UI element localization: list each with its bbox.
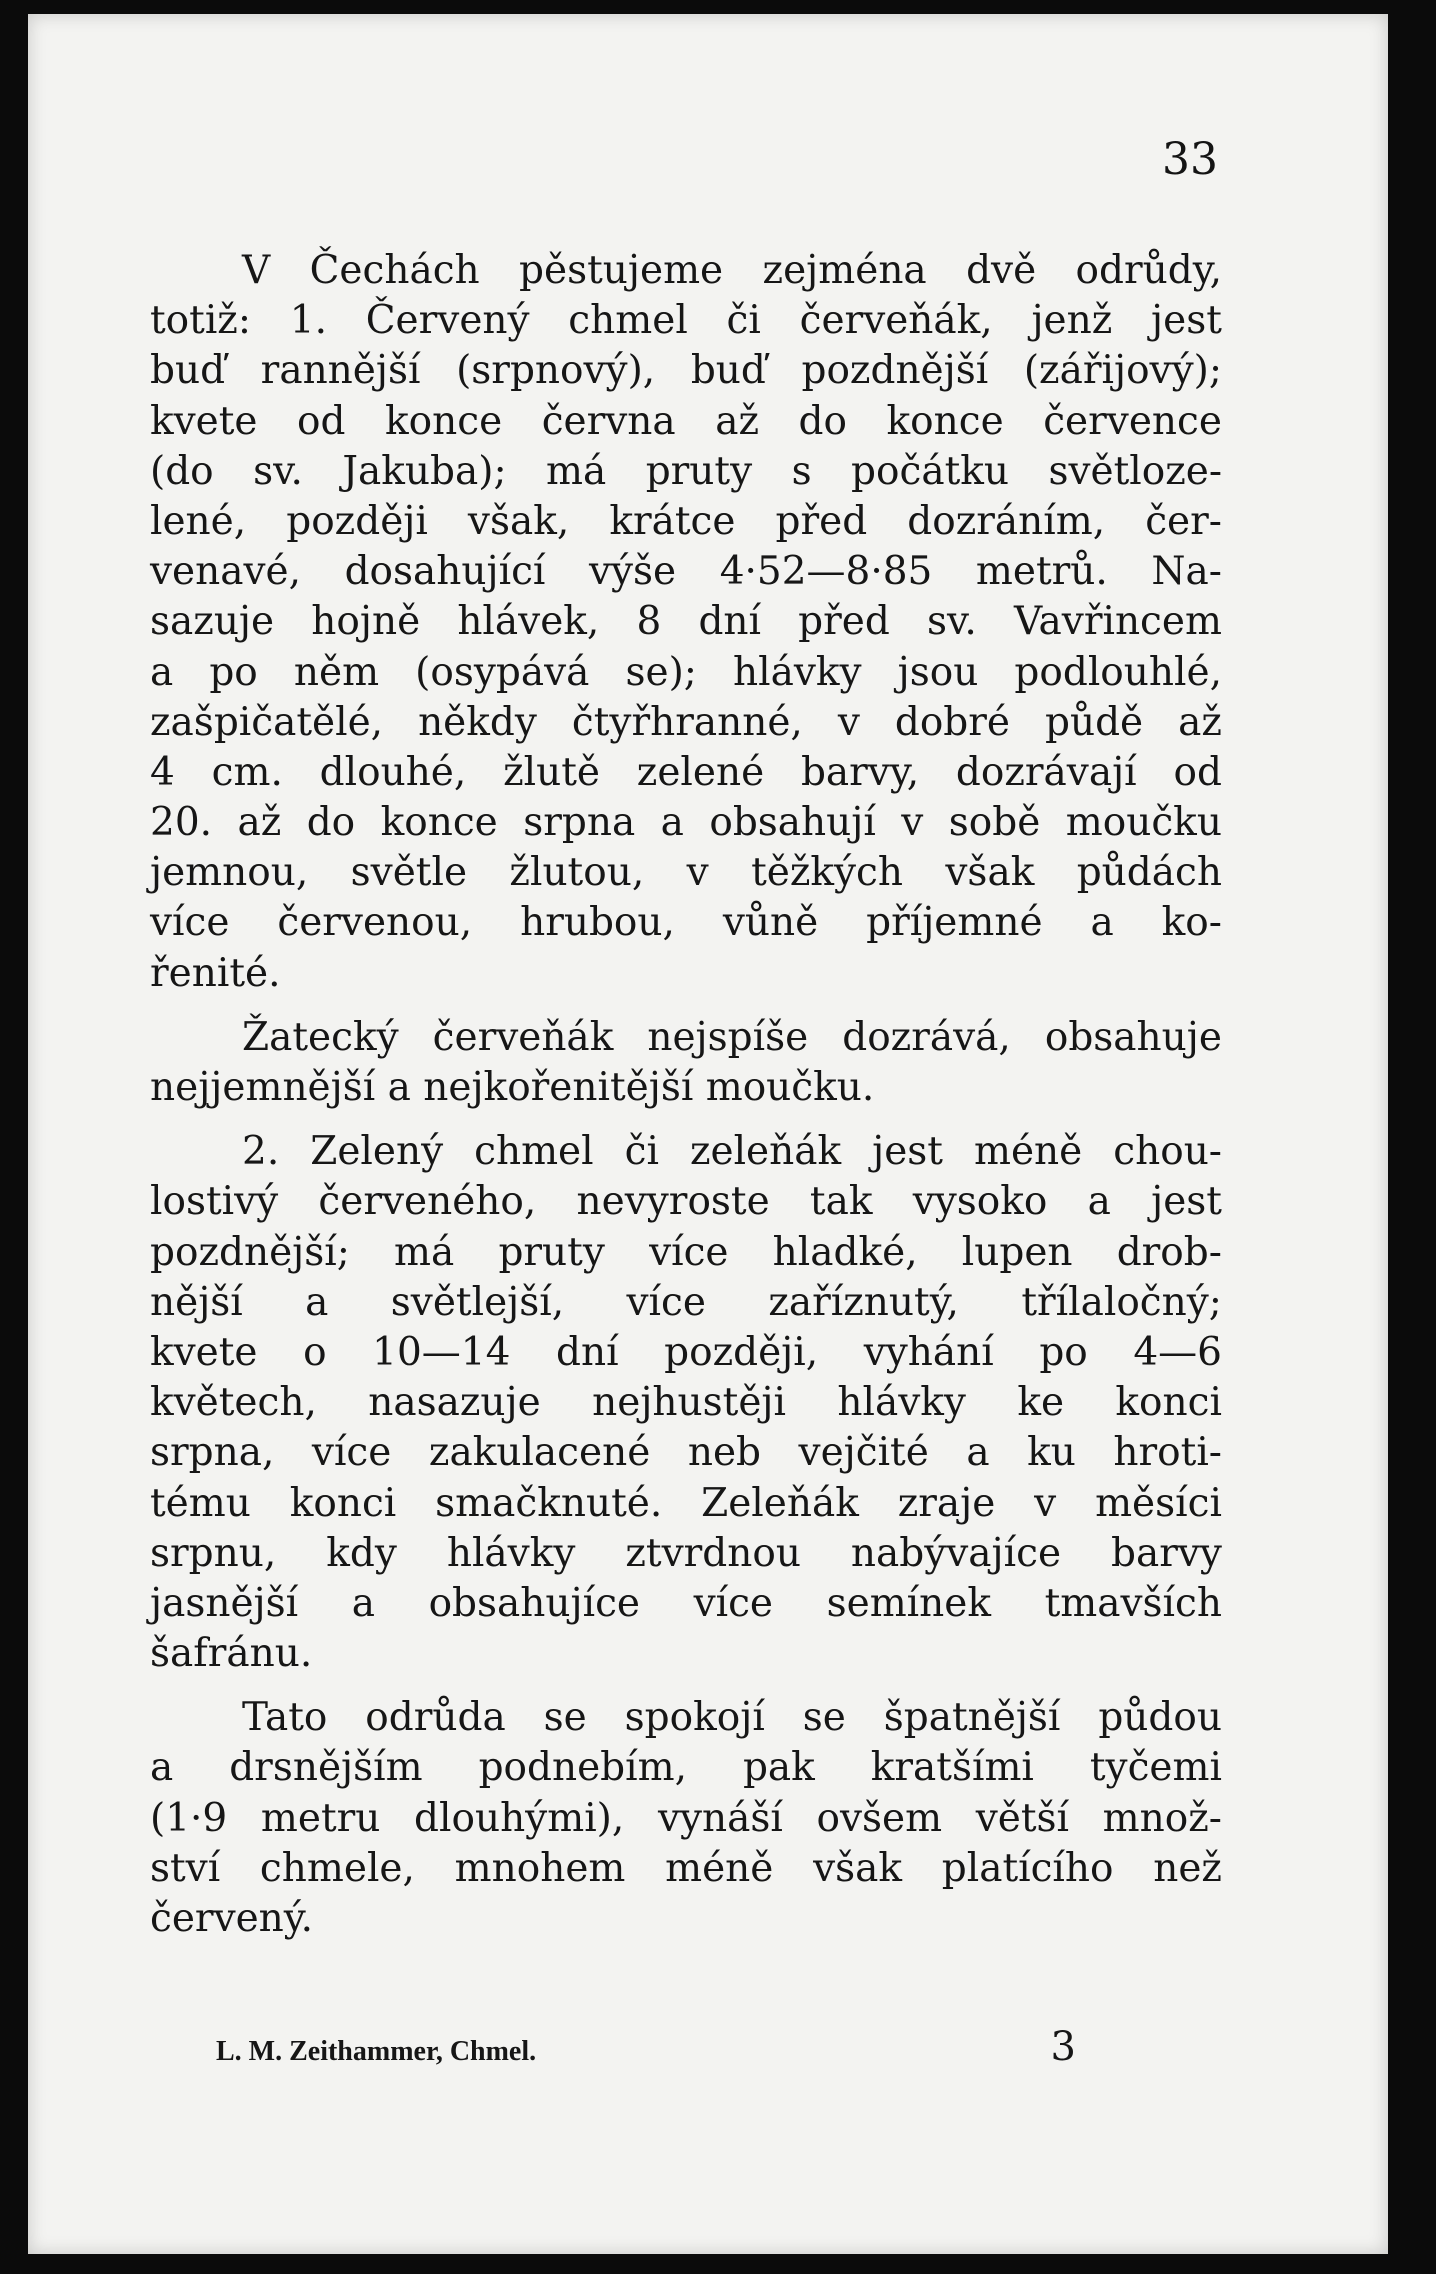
- text-line: lostivý červeného, nevyroste tak vysoko a jest: [150, 1179, 1222, 1225]
- footer-signature: L. M. Zeithammer, Chmel.: [216, 2036, 537, 2067]
- text-line: venavé, dosahující výše 4·52—8·85 metrů. Na-: [150, 549, 1222, 595]
- text-line: kvete od konce června až do konce července: [150, 398, 1222, 444]
- text-line: Tato odrůda se spokojí se špatnější půdou: [242, 1695, 1222, 1741]
- text-line: srpna, více zakulacené neb vejčité a ku hroti-: [150, 1430, 1222, 1476]
- text-line: V Čechách pěstujeme zejména dvě odrůdy,: [242, 248, 1222, 293]
- text-line: sazuje hojně hlávek, 8 dní před sv. Vavřincem: [150, 599, 1222, 645]
- text-line: nejjemnější a nejkořenitější moučku.: [150, 1065, 875, 1110]
- paragraph-gap: [150, 999, 1222, 1013]
- page-number: 33: [1162, 134, 1218, 185]
- text-line: buď rannější (srpnový), buď pozdnější (zářijový);: [150, 348, 1222, 394]
- text-line: kvete o 10—14 dní později, vyhání po 4—6: [150, 1329, 1222, 1375]
- text-line: (1·9 metru dlouhými), vynáší ovšem větší množ-: [150, 1795, 1222, 1841]
- text-line: pozdnější; má pruty více hladké, lupen drob-: [150, 1229, 1222, 1275]
- text-line: nější a světlejší, více zaříznutý, třílaločný;: [150, 1279, 1222, 1325]
- text-line: zašpičatělé, někdy čtyřhranné, v dobré půdě až: [150, 699, 1222, 745]
- text-line: řenité.: [150, 950, 281, 996]
- text-line: Žatecký červeňák nejspíše dozrává, obsahuje: [242, 1014, 1222, 1060]
- text-line: 2. Zelený chmel či zeleňák jest méně chou-: [242, 1129, 1222, 1175]
- text-line: 20. až do konce srpna a obsahují v sobě moučku: [150, 800, 1222, 846]
- text-line: šafránu.: [150, 1631, 313, 1677]
- text-line: lené, později však, krátce před dozráním, čer-: [150, 498, 1222, 544]
- text-line: jasnější a obsahujíce více semínek tmavších: [150, 1580, 1222, 1626]
- paragraph-gap: [150, 1113, 1222, 1127]
- text-line: červený.: [150, 1896, 314, 1941]
- text-line: a po něm (osypává se); hlávky jsou podlouhlé,: [150, 649, 1222, 695]
- text-line: totiž: 1. Červený chmel či červeňák, jenž jest: [150, 298, 1222, 344]
- text-line: tému konci smačknuté. Zeleňák zraje v měsíci: [150, 1480, 1222, 1526]
- text-line: květech, nasazuje nejhustěji hlávky ke konci: [150, 1380, 1222, 1426]
- text-line: (do sv. Jakuba); má pruty s počátku světloze-: [150, 448, 1222, 494]
- text-line: více červenou, hrubou, vůně příjemné a ko-: [150, 900, 1222, 946]
- paragraph-gap: [150, 1679, 1222, 1693]
- body-text: [150, 246, 1222, 1944]
- footer-sheet-number: 3: [1050, 2024, 1076, 2070]
- text-line: ství chmele, mnohem méně však platícího než: [150, 1845, 1222, 1891]
- text-line: 4 cm. dlouhé, žlutě zelené barvy, dozrávají od: [150, 749, 1222, 795]
- text-line: srpnu, kdy hlávky ztvrdnou nabývajíce barvy: [150, 1530, 1222, 1576]
- text-line: jemnou, světle žlutou, v těžkých však půdách: [150, 850, 1222, 896]
- book-page: [28, 14, 1388, 2254]
- page-footer: [216, 2024, 1076, 2070]
- text-line: a drsnějším podnebím, pak kratšími tyčemi: [150, 1745, 1222, 1791]
